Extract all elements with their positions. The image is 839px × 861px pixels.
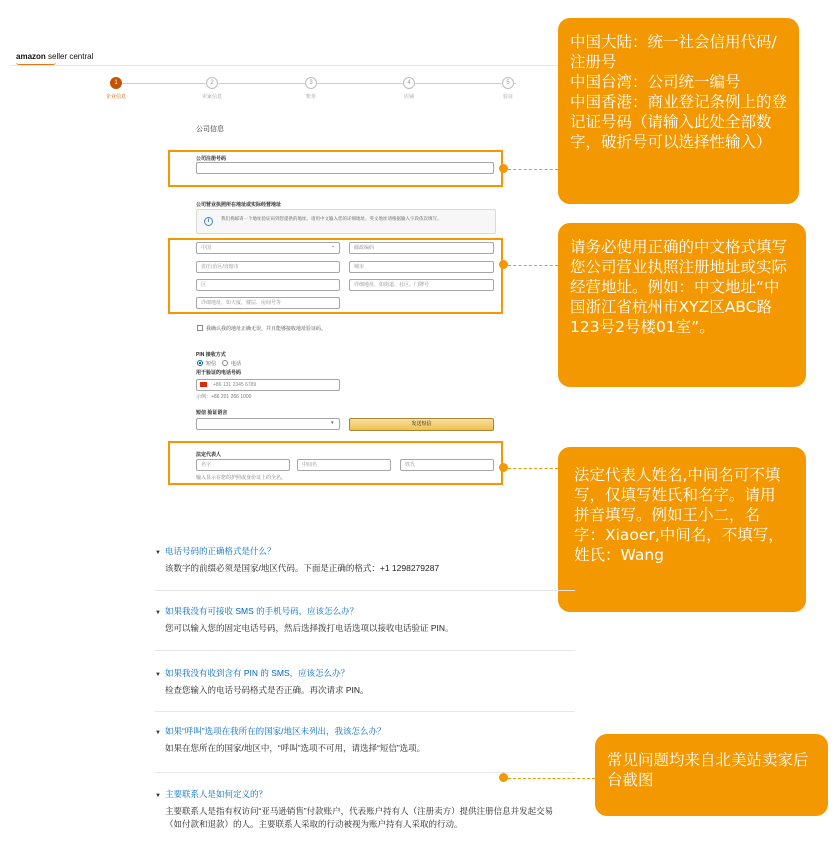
pin-sms-radio[interactable]: [197, 360, 203, 366]
last-name-input[interactable]: 姓氏: [400, 459, 494, 471]
faq-answer: 您可以输入您的固定电话号码，然后选择拨打电话选项以接收电话验证 PIN。: [165, 623, 454, 633]
phone-example: 示例：+86 201 266 1000: [196, 394, 252, 400]
caret-down-icon: ▼: [155, 730, 161, 736]
confirm-address-checkbox[interactable]: [197, 325, 203, 331]
step-5[interactable]: 5 验证: [488, 77, 528, 100]
address-info-box: [196, 209, 496, 234]
legal-rep-highlight: [168, 441, 503, 485]
connector-line: [508, 265, 558, 266]
faq-question[interactable]: ▼ 如果“呼叫”选项在我所在的国家/地区未列出，我该怎么办？: [155, 725, 585, 739]
country-select[interactable]: 中国: [196, 242, 340, 254]
chevron-down-icon: ▾: [331, 420, 334, 426]
connector-line: [508, 778, 595, 779]
callout-faq-source: 常见问题均来自北美站卖家后台截图: [595, 734, 828, 816]
faq-question[interactable]: ▼ 如果我没有可接收 SMS 的手机号码，应该怎么办？: [155, 605, 585, 619]
china-flag-icon: [200, 382, 207, 387]
faq-item: [155, 788, 585, 831]
faq-item: [155, 605, 585, 635]
faq-answer: 主要联系人是指有权访问“亚马逊销售”付款账户，代表账户持有人（注册卖方）提供注册信息并发起交易（如付款和退款）的人。主要联系人采取的行动被视为账户持有人采取的行动。: [165, 806, 554, 829]
faq-item: [155, 545, 585, 575]
faq-divider: [155, 650, 575, 651]
step-2[interactable]: 2 卖家信息: [192, 77, 232, 100]
faq-divider: [155, 711, 575, 712]
reg-number-highlight: [168, 150, 503, 187]
send-sms-button[interactable]: 发送短信: [349, 418, 494, 431]
city-input[interactable]: 城市: [349, 261, 494, 273]
address-line2-input[interactable]: 详细地址，如大厦、楼层、房间号等: [196, 297, 340, 309]
postcode-input[interactable]: 邮政编码: [349, 242, 494, 254]
faq-question[interactable]: ▼ 如果我没有收到含有 PIN 的 SMS，应该怎么办？: [155, 667, 585, 681]
faq-answer: 该数字的前缀必须是国家/地区代码。下面是正确的格式：+1 1298279287: [165, 563, 440, 573]
connector-line: [508, 169, 558, 170]
faq-item: [155, 725, 585, 755]
first-name-input[interactable]: 名字: [196, 459, 290, 471]
faq-divider: [155, 772, 575, 773]
connector-dot: [499, 260, 508, 269]
registration-stepper: [100, 74, 530, 104]
sms-language-select[interactable]: [196, 418, 340, 430]
info-icon: i: [204, 217, 213, 226]
pin-sms-label: 短信: [206, 361, 217, 367]
phone-label: 用于验证的电话号码: [196, 370, 242, 376]
header-divider: [10, 65, 558, 66]
sms-language-label: 短信 验证语言: [196, 410, 228, 416]
faq-question[interactable]: ▼ 主要联系人是如何定义的？: [155, 788, 585, 802]
faq-question[interactable]: ▼ 电话号码的正确格式是什么？: [155, 545, 585, 559]
callout-registration-number: 中国大陆：统一社会信用代码/注册号 中国台湾：公司统一编号 中国香港：商业登记条例上的登记证号码（请输入此处全部数字，破折号可以选择性输入）: [558, 18, 799, 204]
faq-answer: 如果在您所在的国家/地区中，“呼叫”选项不可用，请选择“短信”选项。: [165, 743, 426, 753]
phone-input[interactable]: +86 131 2345 6789: [196, 379, 340, 391]
name-hint: 输入显示在您的护照或身份证上的全名。: [196, 475, 287, 481]
pin-call-radio[interactable]: [222, 360, 228, 366]
amazon-seller-central-logo: amazon seller central: [16, 52, 94, 61]
connector-dot: [499, 463, 508, 472]
legal-rep-label: 法定代表人: [196, 452, 222, 458]
middle-name-input[interactable]: 中间名: [297, 459, 391, 471]
step-1[interactable]: 1 企业信息: [96, 77, 136, 100]
faq-divider: [155, 590, 575, 591]
reg-number-label: 公司注册号码: [196, 156, 227, 162]
chevron-down-icon: ⌄: [331, 243, 336, 249]
caret-down-icon: ▼: [155, 550, 161, 556]
caret-down-icon: ▼: [155, 610, 161, 616]
address-label: 公司营业执照所在地址或实际经营地址: [196, 202, 282, 208]
callout-address: 请务必使用正确的中文格式填写您公司营业执照注册地址或实际经营地址。例如：中文地址“中国浙江省杭州市XYZ区ABC路123号2号楼01室”。: [558, 223, 806, 387]
connector-dot: [499, 773, 508, 782]
pin-call-label: 电话: [231, 361, 242, 367]
faq-answer: 检查您输入的电话号码格式是否正确。再次请求 PIN。: [165, 685, 369, 695]
province-input[interactable]: 省/自治区/直辖市: [196, 261, 340, 273]
callout-legal-rep: 法定代表人姓名,中间名可不填写，仅填写姓氏和名字。请用拼音填写。例如王小二，名字：Xiaoer,中间名，不填写，姓氏：Wang: [558, 447, 806, 612]
step-4[interactable]: 4 店铺: [389, 77, 429, 100]
connector-dot: [499, 164, 508, 173]
caret-down-icon: ▼: [155, 672, 161, 678]
connector-line: [508, 468, 558, 469]
confirm-address-text: 我确认我的地址正确无误，并且能够接收地址验证码。: [206, 326, 327, 332]
district-input[interactable]: 区: [196, 279, 340, 291]
pin-method-label: PIN 接收方式: [196, 352, 226, 358]
form-title: 公司信息: [196, 126, 224, 133]
address-info-text: 我们将邮寄一个地址验证码到您提供的地址。请用中文输入您的详细地址。英文地址请根据输入字段依次填写。: [221, 216, 442, 221]
address-highlight: [168, 238, 503, 314]
step-3[interactable]: 3 账单: [291, 77, 331, 100]
faq-item: [155, 667, 585, 697]
caret-down-icon: ▼: [155, 793, 161, 799]
address-line1-input[interactable]: 详细地址，如街道、社区、门牌号: [349, 279, 494, 291]
